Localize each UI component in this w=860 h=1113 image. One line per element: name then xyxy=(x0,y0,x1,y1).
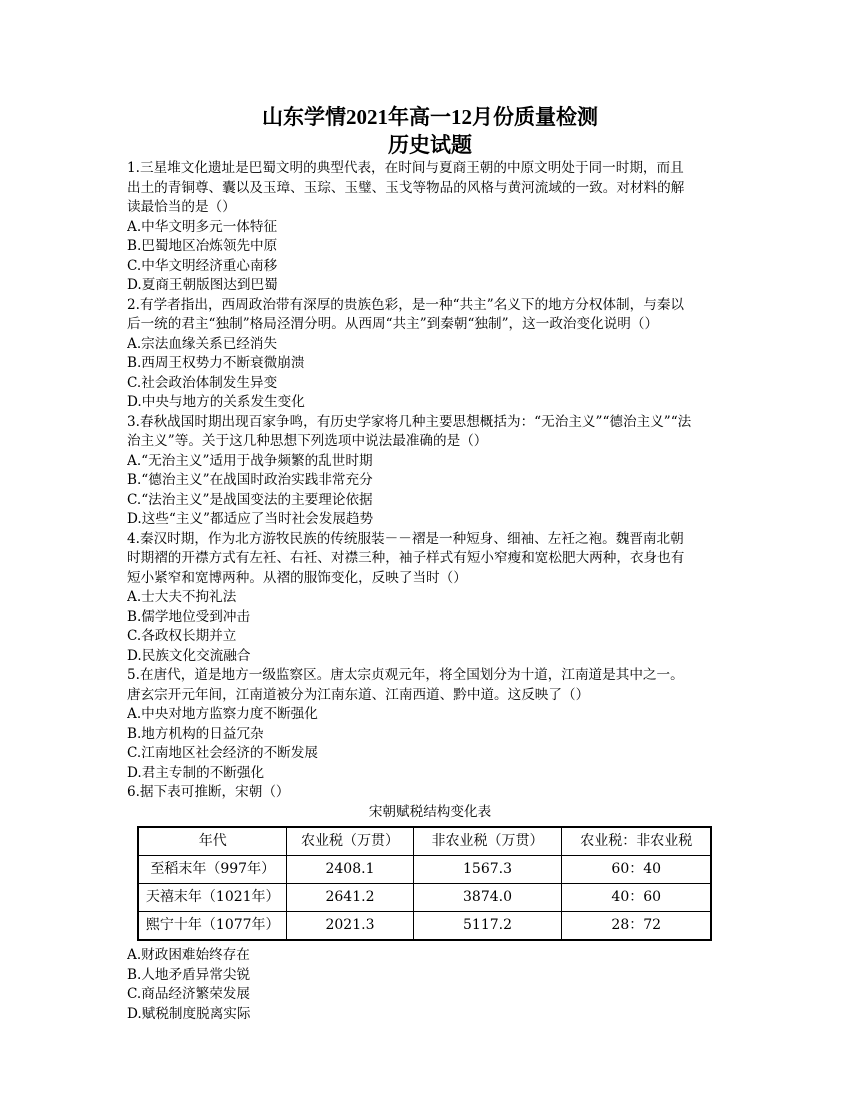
option-line: B.儒学地位受到冲击 xyxy=(127,608,251,625)
option-line: B.西周王权势力不断衰微崩溃 xyxy=(127,355,305,371)
exam-title: 山东学情2021年高一12月份质量检测 xyxy=(262,105,598,129)
table-row xyxy=(138,884,711,912)
table-row xyxy=(138,912,711,941)
tax-structure-table xyxy=(137,826,712,941)
header-cell-ratio: 农业税：非农业税 xyxy=(562,827,711,856)
option-line: A.中华文明多元一体特征 xyxy=(127,218,278,235)
header-cell-agri-tax: 农业税（万贯） xyxy=(287,827,413,856)
text-line: 短小紧窄和宽博两种。从褶的服饰变化，反映了当时（） xyxy=(127,569,467,586)
table-cell: 60：40 xyxy=(562,856,711,884)
text-line: 5.在唐代，道是地方一级监察区。唐太宗贞观元年，将全国划分为十道，江南道是其中之一。 xyxy=(127,667,684,683)
text-line: 唐玄宗开元年间，江南道被分为江南东道、江南西道、黔中道。这反映了（） xyxy=(127,686,590,703)
option-line: A.宗法血缘关系已经消失 xyxy=(127,335,278,352)
table-caption: 宋朝赋税结构变化表 xyxy=(368,803,492,820)
text-line: 1.三星堆文化遗址是巴蜀文明的典型代表，在时间与夏商王朝的中原文明处于同一时期，而且 xyxy=(127,160,684,176)
option-line: A.“无治主义”适用于战争频繁的乱世时期 xyxy=(127,452,373,469)
table-cell: 3874.0 xyxy=(413,884,562,912)
option-line: B.人地矛盾异常尖锐 xyxy=(127,966,251,983)
option-line: C.“法治主义”是战国变法的主要理论依据 xyxy=(127,491,373,508)
option-line: D.中央与地方的关系发生变化 xyxy=(127,394,305,410)
option-line: C.商品经济繁荣发展 xyxy=(127,986,250,1002)
option-line: B.巴蜀地区冶炼领先中原 xyxy=(127,238,278,254)
option-line: D.民族文化交流融合 xyxy=(127,647,251,664)
text-line: 4.秦汉时期，作为北方游牧民族的传统服装－－褶是一种短身、细袖、左衽之袍。魏晋南北朝 xyxy=(127,530,684,547)
table-cell: 5117.2 xyxy=(413,912,562,941)
header-cell-era: 年代 xyxy=(138,827,287,856)
table-cell: 2408.1 xyxy=(287,856,413,884)
option-line: A.中央对地方监察力度不断强化 xyxy=(127,706,318,722)
option-line: B.“德治主义”在战国时政治实践非常充分 xyxy=(127,472,373,488)
option-line: C.各政权长期并立 xyxy=(127,628,237,644)
option-line: C.中华文明经济重心南移 xyxy=(127,257,278,274)
header-cell-nonagri-tax: 非农业税（万贯） xyxy=(413,827,562,856)
table-cell: 至稻末年（997年） xyxy=(138,856,287,884)
option-line: D.这些“主义”都适应了当时社会发展趋势 xyxy=(127,511,374,527)
option-line: C.江南地区社会经济的不断发展 xyxy=(127,745,318,761)
table-cell: 40：60 xyxy=(562,884,711,912)
option-line: A.财政困难始终存在 xyxy=(127,947,250,963)
table-cell: 1567.3 xyxy=(413,856,562,884)
table-cell: 28：72 xyxy=(562,912,711,941)
question-content xyxy=(127,159,733,1024)
text-line: 出土的青铜尊、囊以及玉璋、玉琮、玉璧、玉戈等物品的风格与黄河流域的一致。对材料的解 xyxy=(127,179,685,196)
text-line: 读最恰当的是（） xyxy=(127,199,236,215)
option-line: D.君主专制的不断强化 xyxy=(127,764,265,781)
option-line: A.士大夫不拘礼法 xyxy=(127,589,237,605)
table-row xyxy=(138,856,711,884)
table-cell: 天禧末年（1021年） xyxy=(138,884,287,912)
text-line: 2.有学者指出，西周政治带有深厚的贵族色彩，是一种“共主”名义下的地方分权体制，与秦以 xyxy=(127,296,685,313)
text-line: 3.春秋战国时期出现百家争鸣，有历史学家将几种主要思想概括为：“无治主义”“德治主义”“法 xyxy=(127,413,692,430)
table-cell: 熙宁十年（1077年） xyxy=(138,912,287,941)
text-line: 6.据下表可推断，宋朝（） xyxy=(127,784,290,800)
option-line: B.地方机构的日益冗杂 xyxy=(127,725,264,742)
option-line: C.社会政治体制发生异变 xyxy=(127,374,278,391)
exam-subtitle: 历史试题 xyxy=(388,133,472,157)
text-line: 后一统的君主“独制”格局泾渭分明。从西周“共主”到秦朝“独制”，这一政治变化说明（） xyxy=(127,316,659,332)
table-cell: 2021.3 xyxy=(287,912,413,941)
text-line: 治主义”等。关于这几种思想下列选项中说法最准确的是（） xyxy=(127,433,488,449)
option-line: D.赋税制度脱离实际 xyxy=(127,1005,251,1022)
table-header-row xyxy=(138,827,711,856)
text-line: 时期褶的开襟方式有左衽、右衽、对襟三种，袖子样式有短小窄瘦和宽松肥大两种，衣身也有 xyxy=(127,550,685,566)
option-line: D.夏商王朝版图达到巴蜀 xyxy=(127,277,278,293)
table-cell: 2641.2 xyxy=(287,884,413,912)
